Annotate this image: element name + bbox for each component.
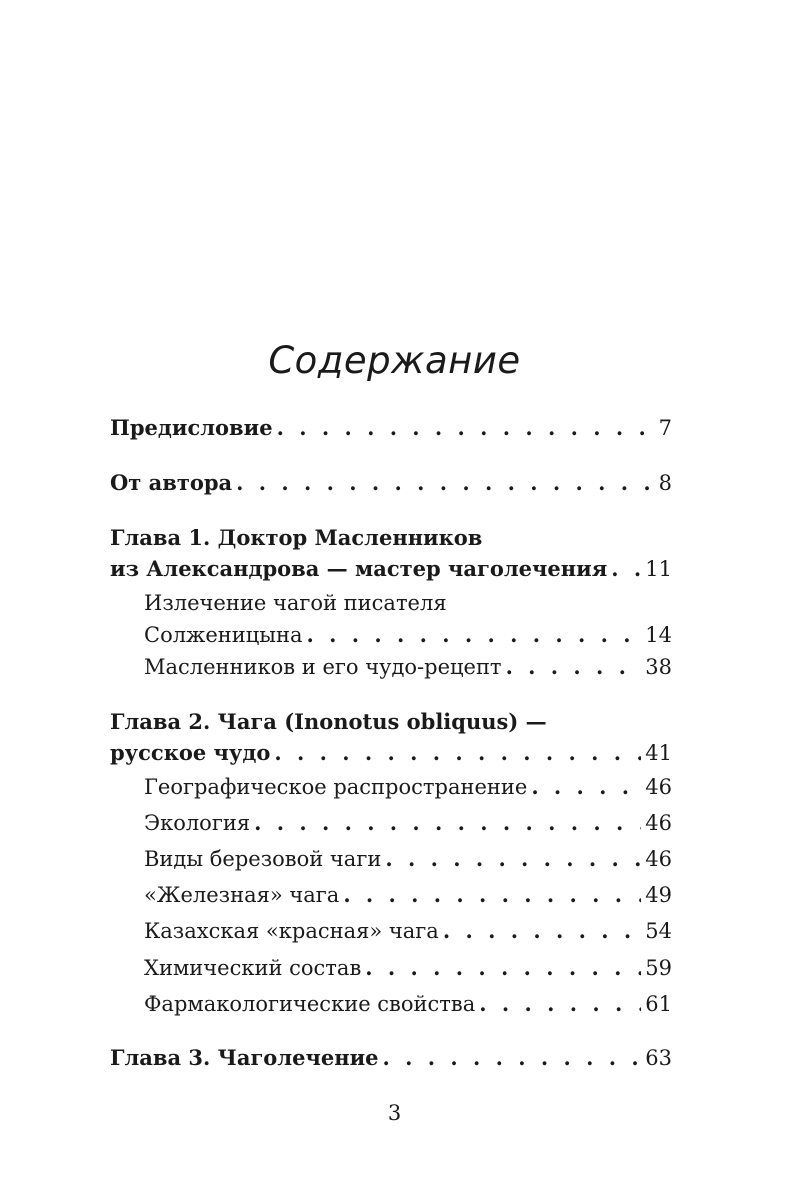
page-number: 3	[387, 1101, 402, 1125]
toc-entry-label: От автора	[110, 470, 233, 495]
toc-entry-label: Солженицына	[144, 623, 303, 647]
toc-entry-ecology[interactable]	[144, 807, 672, 839]
toc-entry-label: Масленников и его чудо-рецепт	[144, 655, 502, 679]
toc-entry-distribution[interactable]	[144, 771, 672, 803]
dot-leader	[383, 1042, 642, 1073]
dot-leader	[343, 879, 641, 910]
dot-leader	[277, 412, 655, 443]
dot-leader	[506, 651, 642, 682]
toc-entry-birch-chaga-types[interactable]	[144, 843, 672, 875]
page-title: Содержание	[268, 339, 521, 382]
dot-leader	[611, 553, 641, 584]
toc-entry-label: Виды березовой чаги	[144, 847, 382, 871]
toc-entry-label: «Железная» чага	[144, 883, 340, 907]
toc-entry-page: 41	[645, 741, 672, 765]
toc-entry-miracle-recipe[interactable]	[144, 651, 672, 683]
dot-leader	[365, 952, 641, 983]
toc-entry-chapter-3[interactable]	[110, 1042, 672, 1074]
toc-entry-page: 54	[645, 919, 672, 943]
toc-entry-label: Глава 3. Чаголечение	[110, 1045, 379, 1070]
toc-entry-label: Экология	[144, 811, 251, 835]
toc-entry-chemical-composition[interactable]	[144, 952, 672, 984]
toc-entry-heading-line: Излечение чагой писателя	[144, 591, 447, 615]
toc-entry-preface[interactable]	[110, 412, 672, 444]
toc-entry-from-author[interactable]	[110, 467, 672, 499]
dot-leader	[531, 771, 641, 802]
toc-entry-page: 63	[645, 1046, 672, 1070]
toc-entry-pharmacological-properties[interactable]	[144, 988, 672, 1020]
toc-entry-solzhenitsyn[interactable]	[144, 588, 672, 651]
dot-leader	[443, 915, 641, 946]
dot-leader	[479, 988, 641, 1019]
toc-entry-page: 46	[645, 847, 672, 871]
toc-entry-page: 7	[658, 416, 672, 440]
toc-entry-page: 59	[645, 956, 672, 980]
toc-entry-iron-chaga[interactable]	[144, 879, 672, 911]
toc-entry-page: 14	[645, 623, 672, 647]
toc-entry-label: Фармакологические свойства	[144, 992, 476, 1016]
toc-entry-page: 61	[645, 992, 672, 1016]
dot-leader	[307, 619, 642, 650]
toc-entry-label: русское чудо	[110, 740, 271, 765]
toc-entry-kazakh-red-chaga[interactable]	[144, 915, 672, 947]
toc-entry-label: Географическое распространение	[144, 775, 528, 799]
toc-entry-label: Казахская «красная» чага	[144, 919, 439, 943]
toc-entry-page: 49	[645, 883, 672, 907]
toc-entry-chapter-2[interactable]	[110, 706, 672, 769]
toc-entry-page: 46	[645, 775, 672, 799]
dot-leader	[274, 737, 641, 768]
toc-entry-page: 46	[645, 811, 672, 835]
toc-entry-label: Предисловие	[110, 415, 273, 440]
toc-entry-label: из Александрова — мастер чаголечения	[110, 556, 608, 581]
toc-entry-label: Химический состав	[144, 956, 362, 980]
toc-entry-chapter-1[interactable]	[110, 522, 672, 585]
toc-entry-heading-line: Глава 1. Доктор Масленников	[110, 525, 483, 550]
toc-entry-page: 11	[645, 557, 672, 581]
dot-leader	[254, 807, 641, 838]
toc-entry-page: 38	[645, 655, 672, 679]
toc-entry-heading-line: Глава 2. Чага (Inonotus obliquus) —	[110, 709, 547, 734]
toc-entry-page: 8	[658, 471, 672, 495]
dot-leader	[236, 467, 655, 498]
dot-leader	[385, 843, 641, 874]
